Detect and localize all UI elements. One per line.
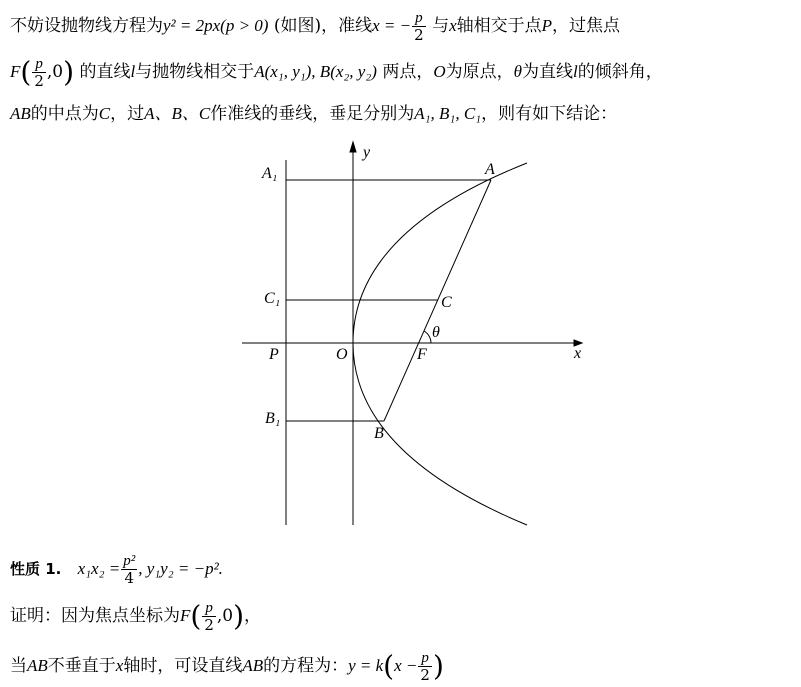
text: (如图)，准线 bbox=[273, 16, 373, 36]
eq-y1y2: , y₁y₂ = −p². bbox=[138, 559, 223, 578]
paren-right: ) bbox=[432, 649, 444, 683]
text: 轴时，可设直线 bbox=[123, 656, 243, 676]
y-axis-arrow bbox=[350, 142, 356, 152]
text: 两点， bbox=[382, 62, 434, 82]
fraction-denominator: 2 bbox=[204, 616, 214, 634]
text: ，过焦点 bbox=[552, 16, 621, 36]
math-x-minus: x − bbox=[394, 656, 418, 675]
label-B1: B₁ bbox=[265, 410, 281, 427]
fraction-numerator: p bbox=[202, 600, 216, 617]
label-y: y bbox=[363, 144, 371, 161]
text: 的方程为： bbox=[263, 656, 349, 676]
label-P: P bbox=[269, 346, 279, 363]
fraction-denominator: 4 bbox=[124, 569, 134, 587]
text: 为直线 bbox=[521, 62, 573, 82]
text: 作准线的垂线，垂足分别为 bbox=[210, 104, 415, 124]
parabola-equation: y² = 2px(p > 0) bbox=[163, 16, 269, 35]
text: ,0 bbox=[46, 62, 64, 82]
points-AB: A(x₁, y₁), B(x₂, y₂) bbox=[254, 62, 377, 81]
math-C: C bbox=[98, 104, 111, 123]
math-F: F bbox=[180, 606, 191, 625]
fraction-p-over-2 bbox=[418, 650, 432, 683]
label-F: F bbox=[417, 346, 427, 363]
math-feet: A₁, B₁, C₁ bbox=[414, 104, 482, 123]
text: ，过 bbox=[110, 104, 145, 124]
paren-left: ( bbox=[190, 599, 202, 633]
text: 与抛物线相交于 bbox=[135, 62, 255, 82]
paren-left: ( bbox=[20, 55, 32, 89]
paren-left: ( bbox=[383, 649, 395, 683]
directrix-equation: x = − bbox=[372, 16, 412, 35]
math-F: F bbox=[10, 62, 21, 81]
label-C: C bbox=[441, 294, 452, 311]
proof-line bbox=[10, 600, 261, 633]
text: ，则有如下结论： bbox=[481, 104, 618, 124]
fraction-numerator: p bbox=[32, 56, 46, 73]
label-B: B bbox=[374, 425, 384, 442]
property-line bbox=[10, 553, 223, 586]
fraction-numerator: p bbox=[412, 10, 426, 27]
text: 不垂直于 bbox=[47, 656, 116, 676]
text: 的中点为 bbox=[30, 104, 99, 124]
fraction-denominator: 2 bbox=[420, 666, 430, 684]
paren-right: ) bbox=[233, 599, 245, 633]
math-l: l bbox=[572, 62, 578, 81]
label-A: A bbox=[485, 161, 495, 178]
text: 轴相交于点 bbox=[456, 16, 542, 36]
eq-x1x2: x₁x₂ = bbox=[77, 559, 121, 578]
math-P: P bbox=[541, 16, 553, 35]
math-ABC: A、B、C bbox=[144, 104, 211, 123]
label-x: x bbox=[574, 345, 582, 362]
line-equation: y = k bbox=[348, 656, 384, 675]
fraction-numerator: p bbox=[418, 650, 432, 667]
math-x: x bbox=[449, 16, 457, 35]
label-A1: A₁ bbox=[262, 165, 278, 182]
math-AB: AB bbox=[27, 656, 48, 675]
fraction-denominator: 2 bbox=[34, 72, 44, 90]
math-AB: AB bbox=[10, 104, 31, 123]
math-AB: AB bbox=[242, 656, 264, 675]
angle-arc-theta bbox=[424, 331, 431, 343]
text: 与 bbox=[432, 16, 450, 36]
text: 的倾斜角， bbox=[577, 62, 663, 82]
label-C1: C₁ bbox=[264, 290, 281, 307]
last-line bbox=[10, 650, 444, 683]
property-title: 性质 1. bbox=[10, 560, 62, 578]
math-theta: θ bbox=[513, 62, 522, 81]
paren-right: ) bbox=[63, 55, 75, 89]
text: ,0 bbox=[216, 606, 234, 626]
label-theta: θ bbox=[432, 324, 440, 341]
math-l: l bbox=[130, 62, 136, 81]
text: 不妨设抛物线方程为 bbox=[10, 16, 163, 36]
math-O: O bbox=[433, 62, 446, 81]
fraction-p2-over-4 bbox=[121, 553, 137, 586]
parabola-upper bbox=[353, 163, 527, 343]
math-x: x bbox=[115, 656, 124, 675]
fraction-denominator: 2 bbox=[414, 26, 424, 44]
text: 证明：因为焦点坐标为 bbox=[10, 606, 180, 626]
fraction-p-over-2 bbox=[202, 600, 216, 633]
label-O: O bbox=[336, 346, 348, 363]
text: 为原点， bbox=[445, 62, 514, 82]
fraction-numerator: p² bbox=[123, 553, 136, 569]
text: ， bbox=[244, 606, 262, 626]
text: 当 bbox=[10, 656, 27, 676]
text: 的直线 bbox=[79, 62, 131, 82]
